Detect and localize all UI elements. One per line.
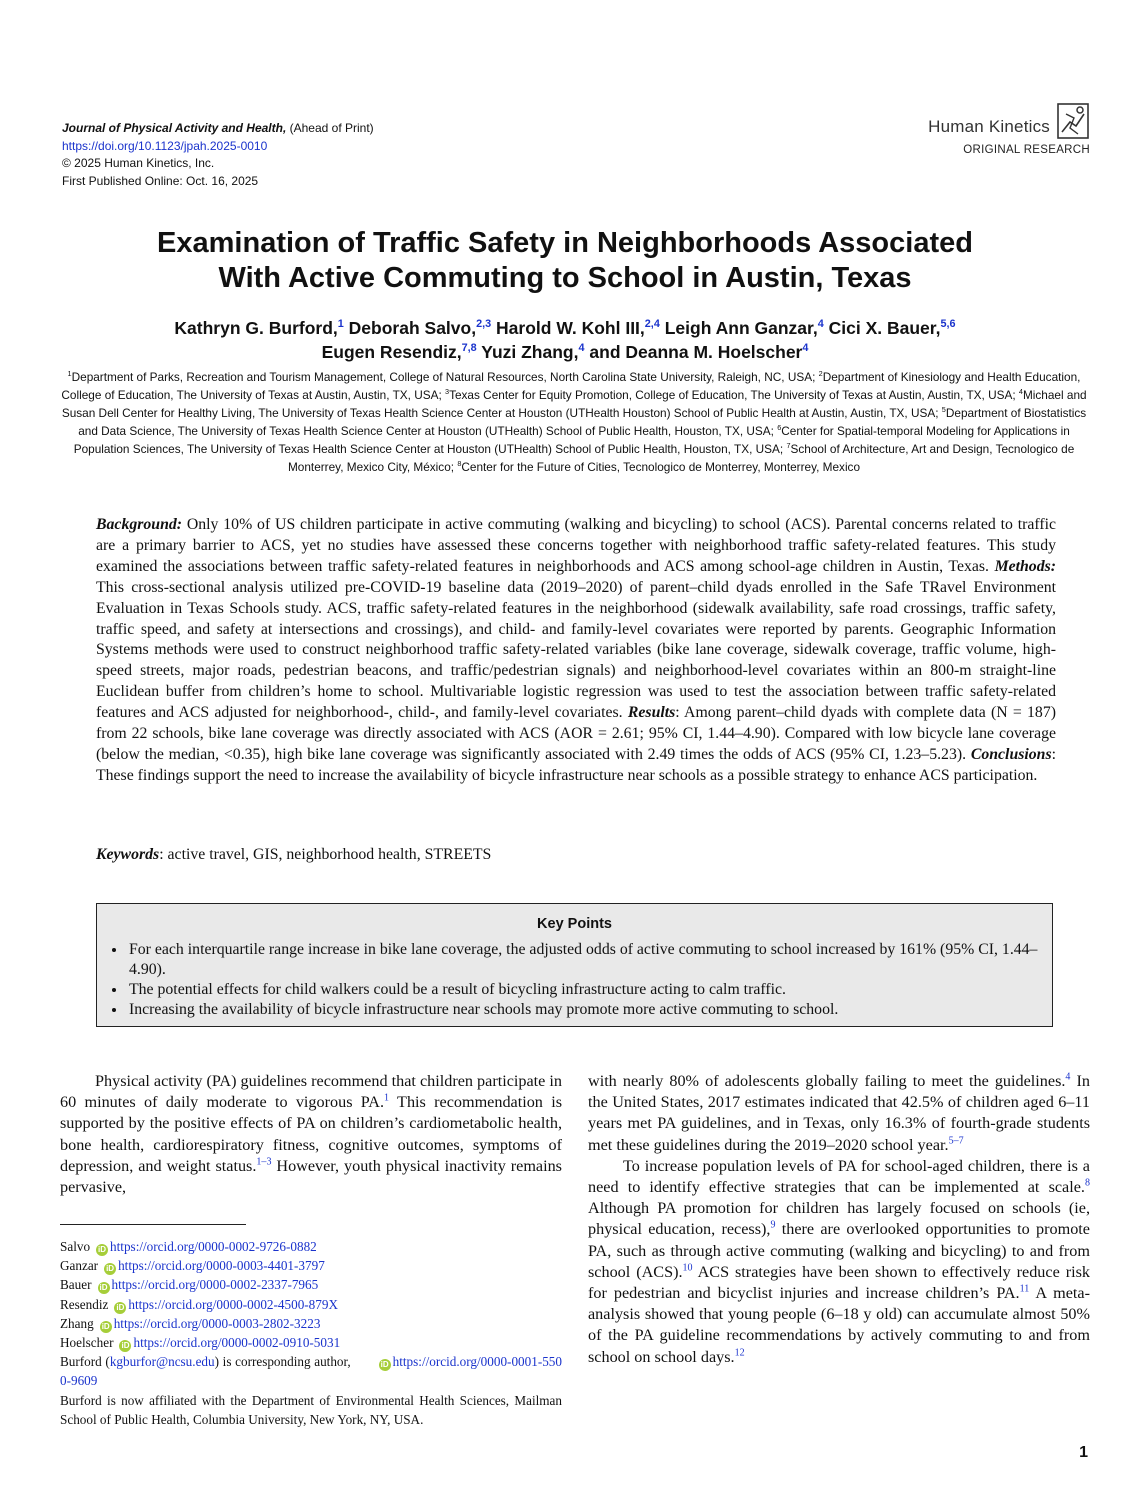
orcid-icon: iD <box>380 1360 389 1370</box>
human-kinetics-logo-icon <box>1056 102 1090 140</box>
author: Leigh Ann Ganzar,$^4$ <box>664 318 824 338</box>
author: Deborah Salvo,$^{2,3}$ <box>348 318 492 338</box>
print-status: (Ahead of Print) <box>289 121 374 135</box>
body-paragraph: with nearly 80% of adolescents globally failing to meet the guidelines.$^4$ In the United States, 2017 estimates indicated that 42.5% of children aged 6–11 years met PA guidelines, and in Texas, only 16.3% of fourth-grade students met these guidelines during the 2019–2020 school year.$^{5-7}$ <box>588 1071 1090 1154</box>
footnote-divider <box>60 1224 246 1225</box>
author: Eugen Resendiz,$^{7,8}$ <box>321 342 477 362</box>
affiliation: School of Architecture, Art and Design, Tecnologico de Monterrey, Mexico City, México; <box>287 442 1075 474</box>
body-column-right <box>588 1071 1090 1368</box>
author: Kathryn G. Burford,$^1$ <box>174 318 344 338</box>
orcid-link[interactable]: https://orcid.org/0000-0002-0910-5031 <box>133 1335 341 1351</box>
body-paragraph: Physical activity (PA) guidelines recommend that children participate in 60 minutes of daily moderate to vigorous PA.$^1$ This recommendation is supported by the positive effects of PA on children’s cardiometabolic health, bone health, cardiorespiratory fitness, cognitive outcomes, symptoms of depression, and weight status.$^{1-3}$ However, youth physical inactivity remains pervasive, <box>60 1072 562 1197</box>
reference-link[interactable]: 10 <box>682 1262 693 1274</box>
abstract-conclusions: : These findings support the need to increase the availability of bicycle infrastructure near schools as a possible strategy to enhance ACS participation. <box>96 745 1056 784</box>
publisher-name: Human Kinetics <box>928 117 1050 136</box>
abstract-conclusions-label: Conclusions <box>970 745 1052 763</box>
author-affil-ref[interactable]: 5,6 <box>940 318 956 331</box>
corresponding-email-link[interactable]: kgburfor@ncsu.edu <box>109 1354 215 1370</box>
abstract-results-label: Results <box>627 704 676 722</box>
orcid-icon: iD <box>101 1321 110 1331</box>
affiliations: $^1$Department of Parks, Recreation and Tourism Management, College of Natural Resources, North Carolina State University, Raleigh, NC, USA; $^2$Department of Kinesiology and Health Education, College of Education, The University of Texas at Austin, Austin, TX, USA; $^3$Texas Center for Equity Promotion, College of Education, The University of Texas at Austin, Austin, TX, USA; $^4$Michael and Susan Dell Center for Healthy Living, The University of Texas Health Science Center at Houston (UTHealth Houston) School of Public Health at Austin, Austin, TX, USA; $^5$Department of Biostatistics and Data Science, The University of Texas Health Science Center at Houston (UTHealth) School of Public Health, Houston, TX, USA; $^6$Center for Spatial-temporal Modeling for Applications in Population Sciences, The University of Texas Health Science Center at Houston (UTHealth) School of Public Health, Houston, TX, USA; $^7$School of Architecture, Art and Design, Tecnologico de Monterrey, Mexico City, México; $^8$Center for the Future of Cities, Tecnologico de Monterrey, Monterrey, Mexico <box>61 369 1087 474</box>
orcid-link[interactable]: https://orcid.org/0000-0001-5500-9609 <box>60 1354 562 1389</box>
affiliation: Michael and Susan Dell Center for Healthy Living, The University of Texas Health Science Center at Houston (UTHealth Houston) School of Public Health at Austin, Austin, TX, USA; <box>61 388 1087 420</box>
journal-header <box>62 120 374 190</box>
corresponding-author-note: Burford (kgburfor@ncsu.edu) is corresponding author, iD https://orcid.org/0000-0001-5500-9609 <box>60 1354 562 1389</box>
orcid-entry: Salvo iD https://orcid.org/0000-0002-9726-0882 <box>60 1239 317 1254</box>
orcid-link[interactable]: https://orcid.org/0000-0002-4500-879X <box>128 1296 338 1312</box>
orcid-icon: iD <box>99 1283 108 1293</box>
keywords-label: Keywords <box>96 846 160 863</box>
reference-link[interactable]: 8 <box>1084 1177 1090 1189</box>
abstract-background: Only 10% of US children participate in active commuting (walking and bicycling) to school (ACS). Parental concerns related to traffic are a primary barrier to ACS, yet no studies have assessed these concerns together with neighborhood traffic safety-related features. This study examined the associations between traffic safety-related features in neighborhoods and ACS among school-age children in Austin, Texas. <box>96 516 1056 575</box>
orcid-entry: Hoelscher iD https://orcid.org/0000-0002-0910-5031 <box>60 1335 341 1351</box>
abstract-methods-label: Methods: <box>994 557 1056 575</box>
abstract-background-label: Background: <box>96 516 183 533</box>
orcid-icon: iD <box>106 1264 115 1274</box>
author-affil-ref[interactable]: 4 <box>578 342 585 355</box>
article-title <box>60 226 1070 296</box>
copyright: © 2025 Human Kinetics, Inc. <box>62 156 215 170</box>
orcid-entry: Ganzar iD https://orcid.org/0000-0003-4401-3797 <box>60 1258 325 1274</box>
author-affil-ref[interactable]: 4 <box>817 318 824 331</box>
orcid-entry: Zhang iD https://orcid.org/0000-0003-2802-3223 <box>60 1315 321 1331</box>
orcid-entry: Resendiz iD https://orcid.org/0000-0002-4500-879X <box>60 1296 338 1312</box>
affiliation: Department of Parks, Recreation and Tourism Management, College of Natural Resources, North Carolina State University, Raleigh, NC, USA; <box>71 370 819 384</box>
orcid-icon: iD <box>98 1245 107 1254</box>
affiliation-note: Burford is now affiliated with the Department of Environmental Health Sciences, Mailman School of Public Health, Columbia University, New York, NY, USA. <box>60 1392 562 1427</box>
key-points-box <box>96 903 1053 1027</box>
reference-link[interactable]: 1–3 <box>256 1156 272 1168</box>
page-number: 1 <box>1079 1444 1088 1461</box>
abstract-results: : Among parent–child dyads with complete data (N = 187) from 22 schools, bike lane coverage was directly associated with ACS (AOR = 2.61; 95% CI, 1.44–4.90). Compared with low bicycle lane coverage (below the median, <0.35), high bike lane coverage was significantly associated with 2.49 times the odds of ACS (95% CI, 1.23–5.23). <box>96 704 1056 763</box>
author-affil-ref[interactable]: 2,4 <box>644 318 660 331</box>
orcid-link[interactable]: https://orcid.org/0000-0002-2337-7965 <box>111 1277 319 1293</box>
orcid-link[interactable]: https://orcid.org/0000-0003-4401-3797 <box>118 1258 325 1274</box>
affiliation: Department of Biostatistics and Data Science, The University of Texas Health Science Center at Houston (UTHealth) School of Public Health, Houston, TX, USA; <box>78 406 1087 438</box>
author: Cici X. Bauer,$^{5,6}$ <box>828 318 956 338</box>
keywords-list: : active travel, GIS, neighborhood health, STREETS <box>159 846 492 863</box>
author-affil-ref[interactable]: 1 <box>337 318 344 331</box>
affiliation: Department of Kinesiology and Health Education, College of Education, The University of Texas at Austin, Austin, TX, USA; <box>61 370 1081 402</box>
affiliation: Texas Center for Equity Promotion, College of Education, The University of Texas at Austin, Austin, TX, USA; <box>449 388 1019 402</box>
body-column-left <box>60 1071 562 1198</box>
author-affil-ref[interactable]: 7,8 <box>461 342 477 355</box>
affiliation: Center for the Future of Cities, Tecnologico de Monterrey, Monterrey, Mexico <box>461 460 861 474</box>
key-point-item: • The potential effects for child walkers could be a result of bicycling infrastructure acting to calm traffic. <box>127 980 1038 1000</box>
affiliation: Center for Spatial-temporal Modeling for Applications in Population Sciences, The University of Texas Health Science Center at Houston (UTHealth) School of Public Health, Houston, TX, USA; <box>73 424 1070 456</box>
author: Harold W. Kohl III,$^{2,4}$ <box>496 318 660 338</box>
key-points-list <box>109 940 1038 1020</box>
author-list <box>40 316 1090 364</box>
published-date: First Published Online: Oct. 16, 2025 <box>62 173 259 188</box>
keywords <box>96 846 491 864</box>
author: and Deanna M. Hoelscher$^4$ <box>589 342 809 362</box>
reference-link[interactable]: 1 <box>384 1092 390 1104</box>
publisher-block <box>850 102 1090 156</box>
orcid-link[interactable]: https://orcid.org/0000-0002-9726-0882 <box>110 1239 317 1254</box>
key-point-item: • Increasing the availability of bicycle infrastructure near schools may promote more active commuting to school. <box>127 1000 1038 1020</box>
author-affil-ref[interactable]: 4 <box>802 342 809 355</box>
orcid-entry: Bauer iD https://orcid.org/0000-0002-2337-7965 <box>60 1277 319 1293</box>
author: Yuzi Zhang,$^4$ <box>481 342 585 362</box>
journal-name: Journal of Physical Activity and Health, <box>62 121 287 135</box>
reference-link[interactable]: 4 <box>1065 1071 1071 1083</box>
reference-link[interactable]: 12 <box>734 1347 745 1359</box>
orcid-icon: iD <box>121 1341 130 1351</box>
title-line-1: Examination of Traffic Safety in Neighborhoods Associated <box>157 227 973 259</box>
body-paragraph: To increase population levels of PA for school-aged children, there is a need to identify effective strategies that can be implemented at scale.$^8$ Although PA promotion for children has largely focused on schools (ie, physical education, recess),$^9$ there are overlooked opportunities to promote PA, such as through active commuting (walking and bicycling) to and from school (ACS).$^{10}$ ACS strategies have been shown to effectively reduce risk for pedestrian and bicyclist injuries and increase children’s PA.$^{11}$ A meta-analysis showed that young people (6–18 y old) can accumulate almost 50% of the PA guideline recommendations by actively commuting to and from school on school days.$^{12}$ <box>588 1156 1090 1366</box>
author-affil-ref[interactable]: 2,3 <box>476 318 492 331</box>
key-point-item: • For each interquartile range increase in bike lane coverage, the adjusted odds of active commuting to school increased by 161% (95% CI, 1.44–4.90). <box>127 940 1038 980</box>
reference-link[interactable]: 5–7 <box>948 1135 964 1147</box>
orcid-link[interactable]: https://orcid.org/0000-0003-2802-3223 <box>113 1315 321 1331</box>
abstract-methods: This cross-sectional analysis utilized pre-COVID-19 baseline data (2019–2020) of parent–child dyads enrolled in the Safe TRavel Environment Evaluation in Texas Schools study. ACS, traffic safety-related features in the neighborhood (sidewalk availability, safe road crossings, traffic safety, traffic speed, and safety at intersections and crossings), and child- and family-level covariates were reported by parents. Geographic Information Systems methods were used to construct neighborhood traffic safety-related variables (bike lane coverage, sidewalk coverage, traffic volume, high-speed streets, major roads, pedestrian beacons, and traffic/pedestrian signals) and neighborhood-level covariates within an 800-m straight-line Euclidean buffer from children’s home to school. Multivariable logistic regression was used to test the association between traffic safety-related features and ACS adjusted for neighborhood-, child-, and family-level covariates. <box>96 578 1056 722</box>
doi-link[interactable]: https://doi.org/10.1123/jpah.2025-0010 <box>62 138 268 153</box>
journal-line <box>62 120 374 138</box>
reference-link[interactable]: 9 <box>770 1220 776 1232</box>
abstract <box>96 515 1056 787</box>
footnotes <box>60 1237 562 1429</box>
orcid-icon: iD <box>116 1302 125 1312</box>
title-line-2: With Active Commuting to School in Austin, Texas <box>218 262 912 294</box>
reference-link[interactable]: 11 <box>1019 1283 1030 1295</box>
key-points-title: Key Points <box>537 916 612 932</box>
article-type: ORIGINAL RESEARCH <box>963 144 1090 156</box>
